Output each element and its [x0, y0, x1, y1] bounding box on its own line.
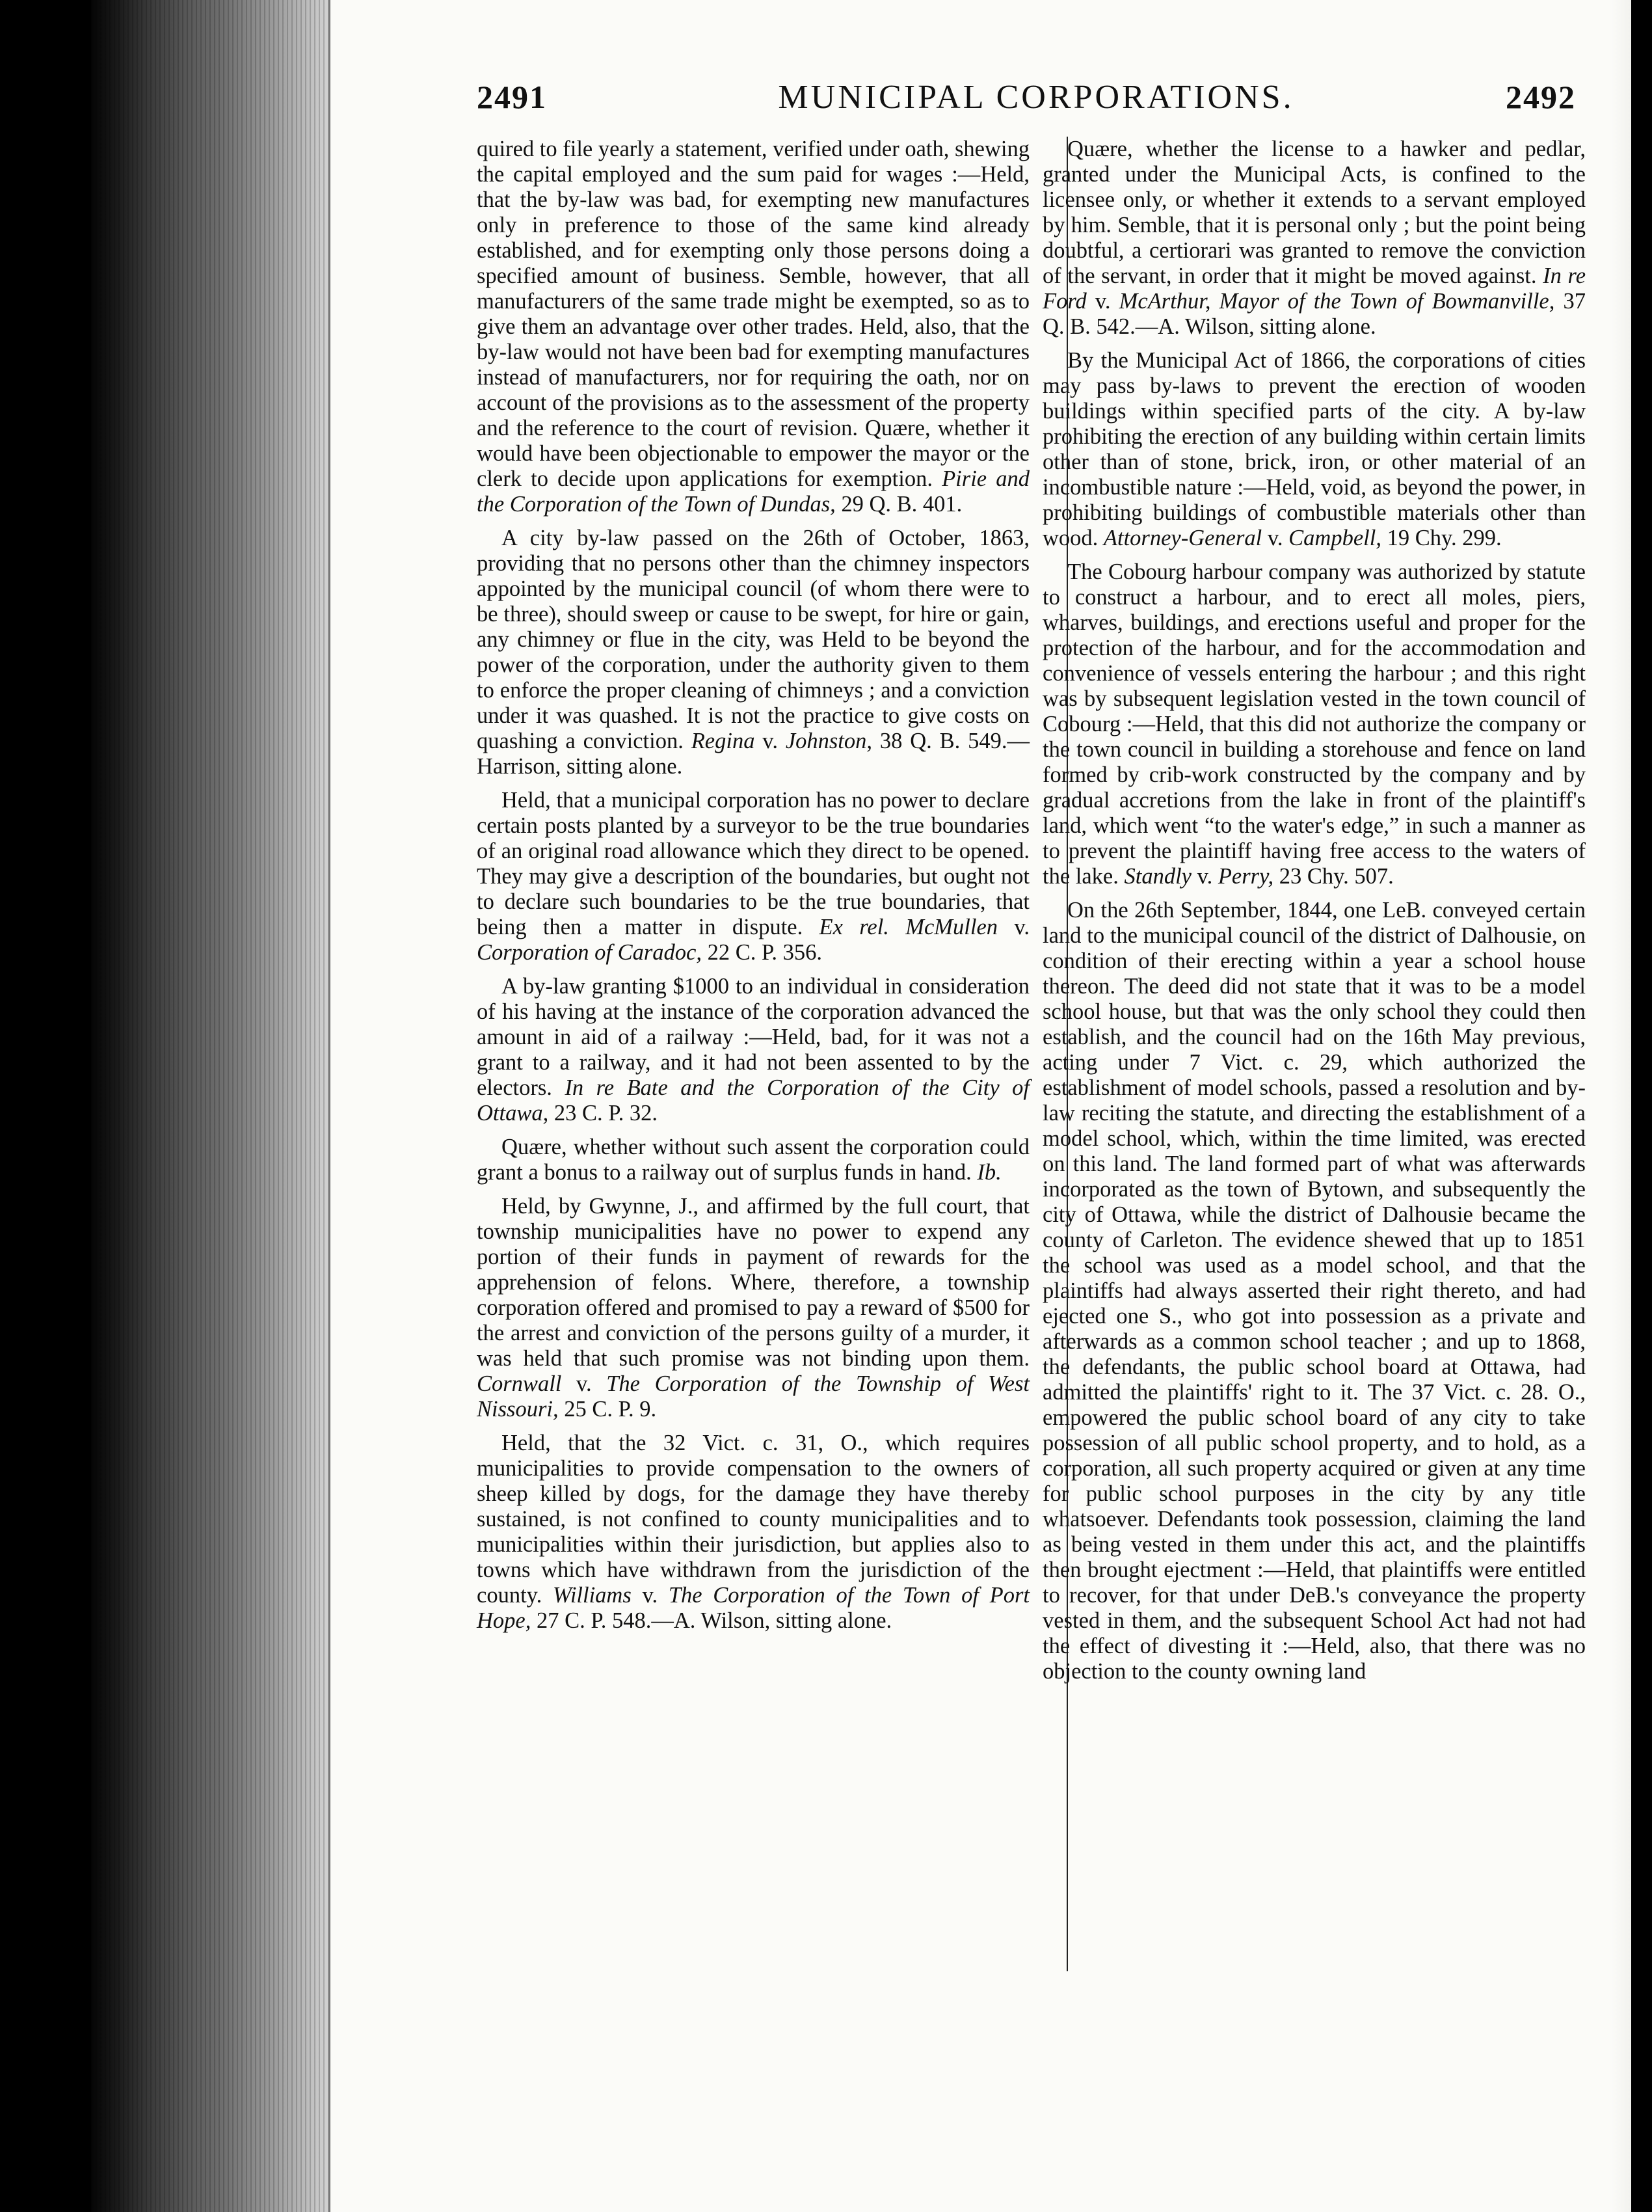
text-run: 27 C. P. 548.—A. Wilson, sitting alone.	[531, 1608, 892, 1633]
text-run: v.	[561, 1371, 607, 1396]
case-citation: McArthur, Mayor of the Town of Bowmanville,	[1119, 289, 1555, 314]
text-run: 37 Q. B. 542.—A. Wilson, sitting alone.	[1043, 289, 1586, 339]
text-run: v.	[631, 1583, 669, 1608]
case-citation: Pirie and the Corporation of the Town of Dundas,	[477, 466, 1030, 517]
text-run: Held, that the 32 Vict. c. 31, O., which requires municipalities to provide compensation to the owners of sheep killed by dogs, for the damage they have thereby sustained, is not confined to county municipalities and to municipalities within their jurisdiction, but applies also to towns which have withdrawn from the jurisdiction of the county.	[477, 1431, 1030, 1608]
paragraph	[477, 1135, 1030, 1185]
case-citation: Perry,	[1218, 864, 1274, 889]
text-run: A city by-law passed on the 26th of October, 1863, providing that no persons other than the chimney inspectors appointed by the municipal council (of whom there were to be three), should sweep or cause to be swept, for hire or gain, any chimney or flue in the city, was Held to be beyond the power of the corporation, under the authority given to them to enforce the proper cleaning of chimneys ; and a conviction under it was quashed. It is not the practice to give costs on quashing a conviction.	[477, 526, 1030, 753]
case-citation: The Corporation of the Township of West Nissouri,	[477, 1371, 1030, 1422]
text-run: 29 Q. B. 401.	[835, 492, 963, 517]
case-citation: The Corporation of the Town of Port Hope,	[477, 1583, 1030, 1633]
case-citation: Ex rel. McMullen	[819, 915, 998, 939]
case-citation: In re Bate and the Corporation of the City of Ottawa,	[477, 1075, 1030, 1126]
paragraph	[1043, 137, 1586, 340]
text-run: The Cobourg harbour company was authorized by statute to construct a harbour, and to erect all moles, piers, wharves, buildings, and erections useful and proper for the protection of the harbour, and for the accommodation and convenience of vessels entering the harbour ; and this right was by subsequent legislation vested in the town council of Cobourg :—Held, that this did not authorize the company or the town council in building a storehouse and fence on land formed by crib-work constructed by the company and by gradual accretions from the lake in front of the plaintiff's land, which went “to the water's edge,” in such a manner as to prevent the plaintiff having free access to the waters of the lake.	[1043, 560, 1586, 889]
paragraph	[1043, 348, 1586, 551]
left-page-number: 2491	[477, 79, 547, 115]
right-page-number: 2492	[1506, 79, 1576, 115]
text-run: 23 C. P. 32.	[548, 1101, 658, 1126]
paragraph	[477, 1194, 1030, 1422]
page-margin-shade	[1612, 0, 1631, 2212]
case-citation: Williams	[552, 1583, 632, 1608]
paragraph	[1043, 898, 1586, 1684]
text-run: v.	[1191, 864, 1218, 889]
running-head-title: MUNICIPAL CORPORATIONS.	[778, 79, 1294, 116]
text-run: v.	[998, 915, 1030, 939]
text-run: By the Municipal Act of 1866, the corporations of cities may pass by-laws to prevent the erection of wooden buildings within specified parts of the city. A by-law prohibiting the erection of any building within certain limits other than of stone, brick, iron, or other material of an incombustible nature :—Held, void, as beyond the power, in prohibiting buildings of combustible materials other than wood.	[1043, 348, 1586, 550]
case-citation: Campbell,	[1288, 526, 1381, 550]
text-run: Held, that a municipal corporation has no power to declare certain posts planted by a surveyor to be the true boundaries of an original road allowance which they direct to be opened. They may give a description of the boundaries, but ought not to declare such boundaries to be the true boundaries, that being then a matter in dispute.	[477, 788, 1030, 939]
book-page	[328, 0, 1631, 2212]
text-run: Quære, whether without such assent the corporation could grant a bonus to a railway out of surplus funds in hand.	[477, 1135, 1030, 1185]
text-run: A by-law granting $1000 to an individual in consideration of his having at the instance of the corporation advanced the amount in aid of a railway :—Held, bad, for it was not a grant to a railway, and it had not been assented to by the electors.	[477, 974, 1030, 1100]
case-citation: Attorney-General	[1103, 526, 1262, 550]
text-run: Held, by Gwynne, J., and affirmed by the full court, that township municipalities have no power to expend any portion of their funds in payment of rewards for the apprehension of felons. Where, therefore, a township corporation offered and promised to pay a reward of $500 for the arrest and conviction of the persons guilty of a murder, it was held that such promise was not binding upon them.	[477, 1194, 1030, 1371]
page-edge-texture	[91, 0, 358, 2212]
text-run: quired to file yearly a statement, verified under oath, shewing the capital employed and the sum paid for wages :—Held, that the by-law was bad, for exempting new manufactures only in preference to those of the same kind already established, and for exempting only those persons doing a specified amount of business. Semble, however, that all manufacturers of the same trade might be exempted, so as to give them an advantage over other trades. Held, also, that the by-law would not have been bad for exempting manufactures instead of manufacturers, nor for requiring the oath, nor on account of the provisions as to the assessment of the property and the reference to the court of revision. Quære, whether it would have been objectionable to empower the mayor or the clerk to decide upon applications for exemption.	[477, 137, 1030, 491]
case-citation: Johnston,	[785, 729, 873, 753]
paragraph	[477, 1431, 1030, 1634]
paragraph	[1043, 560, 1586, 889]
text-run: Quære, whether the license to a hawker and pedlar, granted under the Municipal Acts, is confined to the licensee only, or whether it extends to a servant employed by him. Semble, that it is personal only ; but the point being doubtful, a certiorari was granted to remove the conviction of the servant, in order that it might be moved against.	[1043, 137, 1586, 288]
case-citation: Ib.	[977, 1160, 1002, 1185]
right-column	[1043, 137, 1586, 1693]
text-run: 23 Chy. 507.	[1273, 864, 1394, 889]
left-column	[477, 137, 1030, 1642]
case-citation: Standly	[1124, 864, 1192, 889]
case-citation: Cornwall	[477, 1371, 562, 1396]
text-run: v.	[754, 729, 786, 753]
case-citation: Regina	[691, 729, 755, 753]
paragraph	[477, 974, 1030, 1126]
book-page-edges	[91, 0, 358, 2212]
text-run: v.	[1262, 526, 1289, 550]
case-citation: Corporation of Caradoc,	[477, 940, 702, 965]
paragraph	[477, 788, 1030, 965]
paragraph	[477, 526, 1030, 779]
paragraph	[477, 137, 1030, 517]
text-run: 22 C. P. 356.	[702, 940, 822, 965]
text-run: 25 C. P. 9.	[558, 1397, 657, 1422]
text-run: 19 Chy. 299.	[1381, 526, 1502, 550]
page-header	[477, 78, 1576, 130]
case-citation: In re Ford	[1043, 263, 1586, 314]
text-run: v.	[1086, 289, 1119, 314]
text-run: On the 26th September, 1844, one LeB. conveyed certain land to the municipal council of the district of Dalhousie, on condition of their erecting within a year a school house thereon. The deed did not state that it was to be a model school house, but that was the only school they could then establish, and the council had on the 16th May previous, acting under 7 Vict. c. 29, which authorized the establishment of model schools, passed a resolution and by-law reciting the statute, and directing the establishment of a model school, which, within the time limited, was erected on this land. The land formed part of what was afterwards incorporated as the town of Bytown, and subsequently the city of Ottawa, while the district of Dalhousie became the county of Carleton. The evidence shewed that up to 1851 the school was used as a model school, and that the plaintiffs had always asserted their right thereto, and had ejected one S., who got into possession as a private and afterwards as a common school teacher ; and up to 1868, the defendants, the public school board at Ottawa, had admitted the plaintiffs' right to it. The 37 Vict. c. 28. O., empowered the public school board of any city to take possession of all public school property, and to hold, as a corporation, all such property acquired or given at any time for public school purposes in the city by any title whatsoever. Defendants took possession, claiming the land as being vested in them under this act, and the plaintiffs then brought ejectment :—Held, that plaintiffs were entitled to recover, for that under DeB.'s conveyance the property vested in them, and the subsequent School Act had not had the effect of divesting it :—Held, also, that there was no objection to the county owning land	[1043, 898, 1586, 1684]
text-run: 38 Q. B. 549.—Harrison, sitting alone.	[477, 729, 1030, 779]
